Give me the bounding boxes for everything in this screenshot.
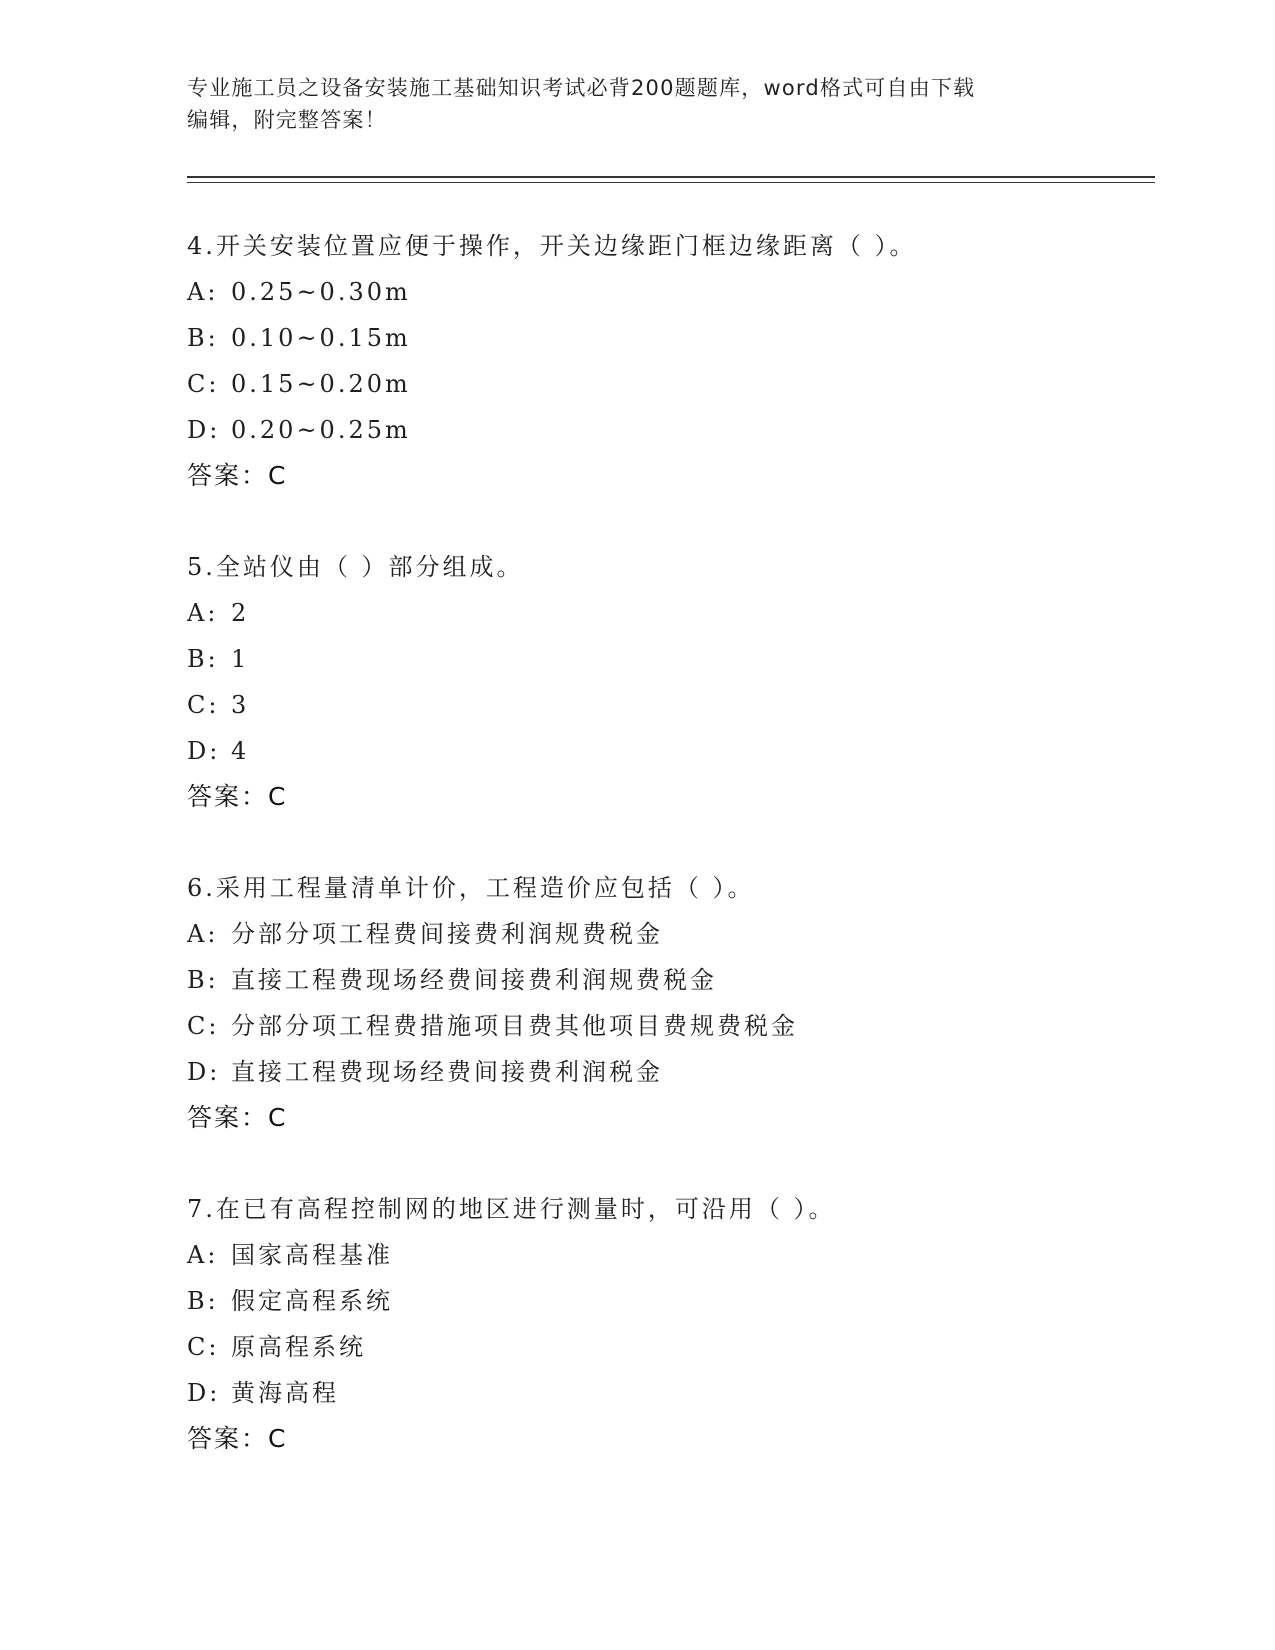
option-letter: D: [187,737,221,765]
option-text: 0.10~0.15m [231,324,411,352]
option-letter: C: [187,691,220,719]
answer-line: 答案：C [187,1424,288,1453]
option-letter: A: [187,599,219,627]
option-text: 2 [231,599,250,627]
option-letter: B: [187,324,219,352]
question-stem: 5.全站仪由（ ）部分组成。 [187,553,524,581]
option-text: 分部分项工程费间接费利润规费税金 [231,920,663,948]
answer-line: 答案：C [187,1103,288,1132]
option-letter: B: [187,966,219,994]
option-a [187,269,1147,315]
option-c [187,682,1147,728]
option-d [187,1049,1147,1095]
option-text: 0.25~0.30m [231,278,411,306]
option-a [187,590,1147,636]
header-divider [187,176,1155,183]
question-stem: 4.开关安装位置应便于操作，开关边缘距门框边缘距离（ ）。 [187,232,917,260]
question-6 [187,865,1147,1141]
option-letter: C: [187,370,220,398]
option-d [187,1370,1147,1416]
option-letter: A: [187,278,219,306]
option-text: 原高程系统 [231,1333,366,1361]
option-text: 分部分项工程费措施项目费其他项目费规费税金 [231,1012,798,1040]
option-letter: A: [187,1241,219,1269]
option-c [187,361,1147,407]
question-7 [187,1186,1147,1462]
header-line-2: 编辑，附完整答案！ [187,108,387,132]
option-letter: B: [187,645,219,673]
question-4 [187,223,1147,499]
option-text: 1 [231,645,250,673]
question-stem: 6.采用工程量清单计价，工程造价应包括（ ）。 [187,874,755,902]
option-text: 黄海高程 [231,1379,339,1407]
option-d [187,728,1147,774]
question-5 [187,544,1147,820]
option-c [187,1324,1147,1370]
answer-line: 答案：C [187,782,288,811]
option-text: 直接工程费现场经费间接费利润规费税金 [231,966,717,994]
option-d [187,407,1147,453]
option-text: 4 [231,737,250,765]
question-stem: 7.在已有高程控制网的地区进行测量时，可沿用（ ）。 [187,1195,836,1223]
answer-line: 答案：C [187,461,288,490]
option-b [187,1278,1147,1324]
option-text: 3 [231,691,250,719]
option-text: 国家高程基准 [231,1241,393,1269]
option-letter: D: [187,416,221,444]
option-letter: A: [187,920,219,948]
option-letter: B: [187,1287,219,1315]
option-b [187,957,1147,1003]
document-header [187,72,1077,136]
option-letter: D: [187,1058,221,1086]
option-letter: C: [187,1012,220,1040]
option-b [187,636,1147,682]
option-text: 0.15~0.20m [231,370,411,398]
option-text: 假定高程系统 [231,1287,393,1315]
option-a [187,911,1147,957]
option-letter: D: [187,1379,221,1407]
option-text: 直接工程费现场经费间接费利润税金 [231,1058,663,1086]
option-c [187,1003,1147,1049]
option-a [187,1232,1147,1278]
option-letter: C: [187,1333,220,1361]
header-line-1: 专业施工员之设备安装施工基础知识考试必背200题题库，word格式可自由下载 [187,76,976,100]
option-b [187,315,1147,361]
option-text: 0.20~0.25m [231,416,411,444]
